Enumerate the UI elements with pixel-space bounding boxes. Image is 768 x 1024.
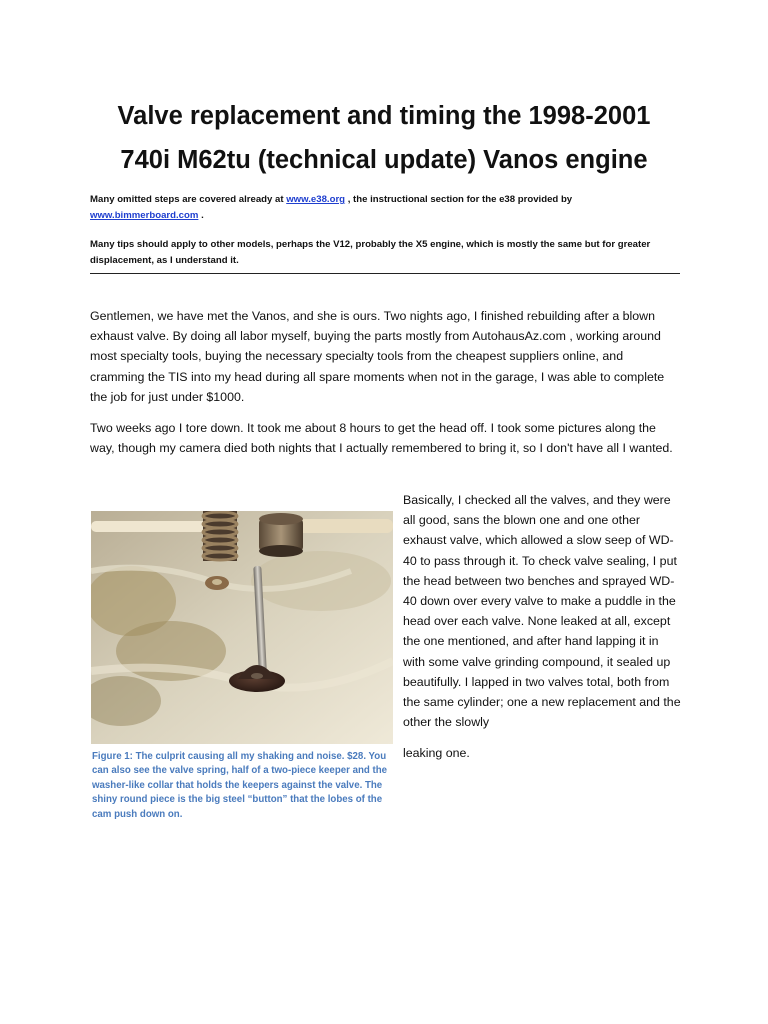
bimmerboard-link[interactable]: www.bimmerboard.com <box>90 210 199 221</box>
intro-note-1-text-c: . <box>198 210 204 221</box>
paragraph-4: leaking one. <box>403 746 470 760</box>
title-line-1: Valve replacement and timing the 1998-2001 <box>117 102 651 130</box>
paragraph-2: Two weeks ago I tore down. It took me about 8 hours to get the head off. I took some pictures along the way, though my camera died both nights that I actually remembered to bring it, so I don't have all I wanted. <box>90 421 673 456</box>
title-line-2: 740i M62tu (technical update) Vanos engine <box>120 146 648 174</box>
horizontal-divider <box>90 273 680 274</box>
intro-note-1 <box>90 192 686 224</box>
paragraph-3: Basically, I checked all the valves, and they were all good, sans the blown one and one other exhaust valve, which allowed a slow seep of WD-40 to pass through it. To check valve sealing, I put the head between two benches and sprayed WD-40 down over every valve to make a puddle in the head over each valve. None leaked at all, except the one mentioned, and after hand lapping it in with some valve grinding compound, it sealed up beautifully. I lapped in two valves total, both from the same cylinder; one a new replacement and the other the slowly <box>403 493 681 730</box>
e38-link[interactable]: www.e38.org <box>286 194 346 205</box>
valve-photo <box>91 511 393 744</box>
document-title <box>60 94 708 182</box>
paragraph-1: Gentlemen, we have met the Vanos, and she is ours. Two nights ago, I finished rebuilding after a blown exhaust valve. By doing all labor myself, buying the parts mostly from AutohausAz.com , working around most specialty tools, buying the necessary specialty tools from the cheapest suppliers online, and cramming the TIS into my head during all spare moments when not in the garage, I was able to complete the job for just under $1000. <box>90 309 665 404</box>
intro-note-1-text-a: Many omitted steps are covered already at <box>90 194 287 205</box>
intro-note-2: Many tips should apply to other models, perhaps the V12, probably the X5 engine, which is mostly the same but for greater displacement, as I understand it. <box>90 239 651 266</box>
figure-caption: Figure 1: The culprit causing all my shaking and noise. $28. You can also see the valve spring, half of a two-piece keeper and the washer-like collar that holds the keepers against the valve. The shiny round piece is the big steel “button” that the lobes of the cam push down on. <box>92 751 388 820</box>
intro-note-1-text-b: , the instructional section for the e38 provided by <box>345 194 573 205</box>
